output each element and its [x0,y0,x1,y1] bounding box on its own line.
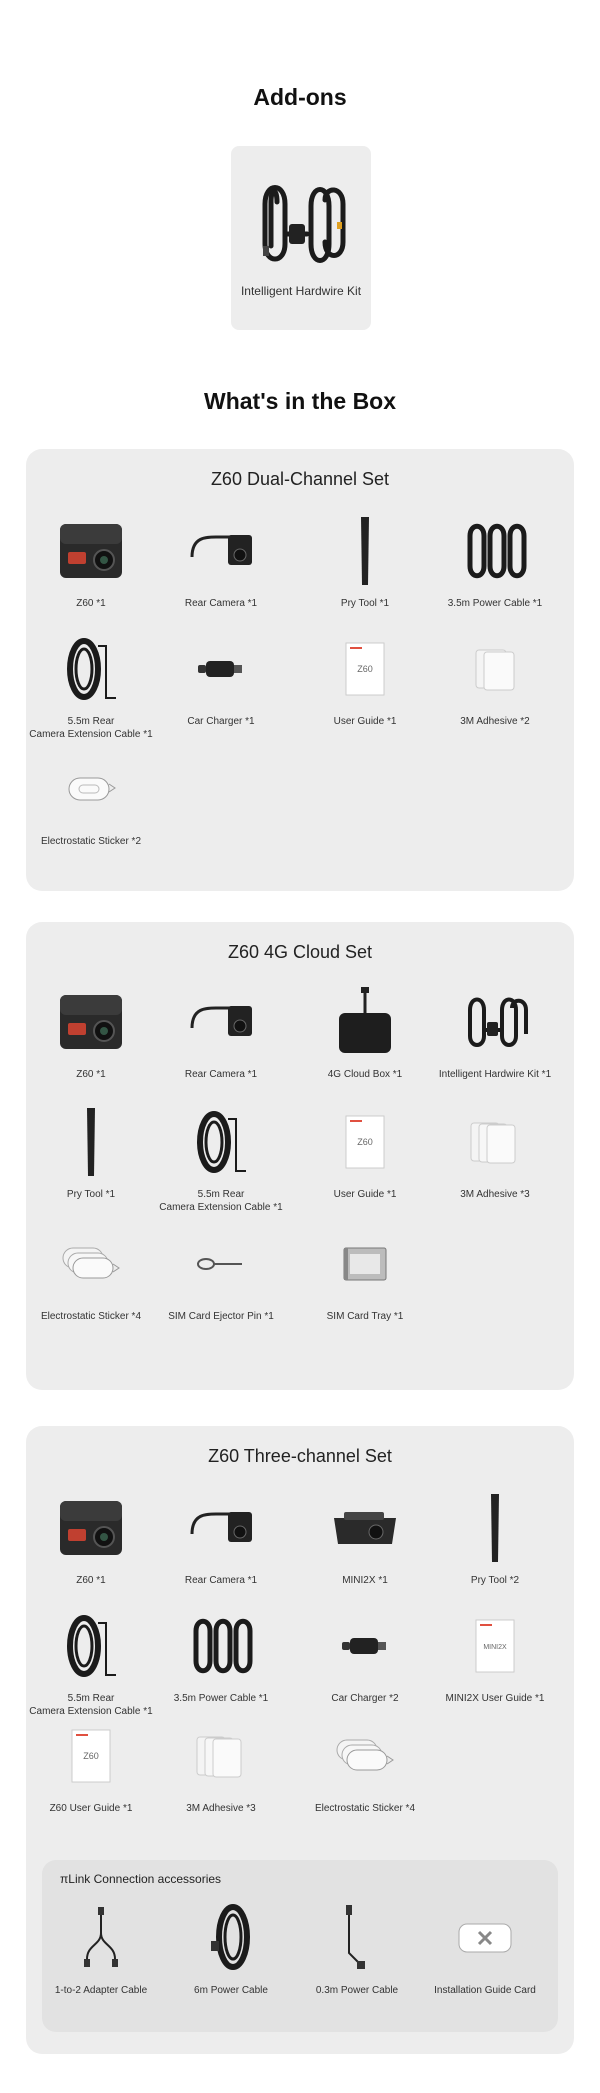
item-caption: 0.3m Power Cable [315,1985,399,1996]
item-caption: Installation Guide Card [434,1985,536,1996]
sticker-icon [300,1716,430,1796]
pry-tool-icon [26,1102,156,1182]
item-caption: Electrostatic Sticker *4 [314,1803,416,1814]
item-caption: User Guide *1 [333,1189,397,1200]
sim-tray-icon [300,1224,430,1304]
addons-title: Add-ons [253,84,347,110]
rear-camera-icon [156,511,286,591]
user-guide-icon [26,1716,156,1796]
item-sticker [26,749,156,848]
mini-camera-icon [300,1488,430,1568]
item-caption: Intelligent Hardwire Kit *1 [438,1069,552,1080]
short-cable-icon [292,1898,422,1978]
item-sticker [300,1716,430,1815]
item-cloud-box [300,982,430,1081]
item-adapter-cable [36,1898,166,1997]
item-sticker [26,1224,156,1323]
item-caption: Electrostatic Sticker *4 [40,1311,142,1322]
guide-text: Z60 [357,1137,373,1147]
item-car-charger [300,1606,430,1705]
item-short-cable [292,1898,422,1997]
box-title: What's in the Box [203,388,397,414]
item-mini2x [300,1488,430,1587]
rear-camera-icon [156,1488,286,1568]
power-cable-icon [156,1606,286,1686]
rear-camera-icon [156,982,286,1062]
item-caption: Pry Tool *1 [66,1189,116,1200]
adhesive-icon [156,1716,286,1796]
item-caption: 3M Adhesive *2 [460,716,530,727]
item-pry-tool [430,1488,560,1587]
item-z60 [26,511,156,610]
set-title: Z60 4G Cloud Set [227,942,373,962]
guide-text: MINI2X [483,1644,507,1651]
adhesive-icon [430,629,560,709]
item-caption: Electrostatic Sticker *2 [40,836,142,847]
set-title: Z60 Dual-Channel Set [210,469,390,489]
item-extension-cable [26,629,156,741]
item-caption: Z60 User Guide *1 [49,1803,133,1814]
item-caption: 5.5m Rear Camera Extension Cable *1 [29,1693,153,1717]
item-caption: Car Charger *1 [187,716,255,727]
item-caption: Pry Tool *2 [470,1575,520,1586]
item-z60 [26,1488,156,1587]
item-caption: Rear Camera *1 [184,598,258,609]
accessories-title: πLink Connection accessories [60,1872,222,1886]
adhesive-icon [430,1102,560,1182]
item-caption: Pry Tool *1 [340,598,390,609]
item-user-guide [300,1102,430,1201]
item-caption: 3M Adhesive *3 [186,1803,256,1814]
item-caption: 5.5m Rear Camera Extension Cable *1 [29,716,153,740]
item-caption: Z60 *1 [76,1069,106,1080]
item-mini-guide [430,1606,560,1705]
camera-icon [26,1488,156,1568]
item-power-cable [430,511,560,610]
three-channel-set-panel [26,1426,574,2054]
item-caption: 4G Cloud Box *1 [327,1069,403,1080]
item-car-charger [156,629,286,728]
camera-icon [26,511,156,591]
set-title: Z60 Three-channel Set [208,1446,392,1466]
item-rear-camera [156,1488,286,1587]
adapter-cable-icon [36,1898,166,1978]
guide-text: Z60 [83,1751,99,1761]
item-caption: 6m Power Cable [194,1985,268,1996]
item-caption: 3.5m Power Cable *1 [173,1693,269,1704]
extension-cable-icon [26,1606,156,1686]
item-caption: 1-to-2 Adapter Cable [54,1985,148,1996]
item-extension-cable [156,1102,286,1214]
item-caption: Car Charger *2 [331,1693,399,1704]
item-coiled-cable [166,1898,296,1997]
sticker-icon [26,1224,156,1304]
item-adhesive [430,1102,560,1201]
camera-icon [26,982,156,1062]
item-hardwire-kit [430,982,560,1081]
item-power-cable [156,1606,286,1705]
guide-text: Z60 [357,664,373,674]
pry-tool-icon [300,511,430,591]
item-ejector-pin [156,1224,286,1323]
item-extension-cable [26,1606,156,1718]
cloud-box-icon [300,982,430,1062]
hardwire-kit-icon [251,174,351,274]
dual-channel-set-panel [26,449,574,891]
item-adhesive [430,629,560,728]
item-caption: Z60 *1 [76,1575,106,1586]
item-z60 [26,982,156,1081]
item-adhesive [156,1716,286,1815]
extension-cable-icon [156,1102,286,1182]
guide-card-icon [420,1898,550,1978]
item-rear-camera [156,511,286,610]
mini-guide-icon [430,1606,560,1686]
user-guide-icon [300,1102,430,1182]
car-charger-icon [156,629,286,709]
item-caption: 3.5m Power Cable *1 [447,598,543,609]
addon-label: Intelligent Hardwire Kit [240,284,362,298]
item-caption: SIM Card Ejector Pin *1 [168,1311,274,1322]
item-caption: Rear Camera *1 [184,1575,258,1586]
item-user-guide [300,629,430,728]
car-charger-icon [300,1606,430,1686]
addon-card[interactable] [231,146,371,330]
user-guide-icon [300,629,430,709]
item-rear-camera [156,982,286,1081]
item-caption: Z60 *1 [76,598,106,609]
item-caption: 5.5m Rear Camera Extension Cable *1 [159,1189,283,1213]
item-sim-tray [300,1224,430,1323]
item-caption: SIM Card Tray *1 [326,1311,404,1322]
item-guide-card [420,1898,550,1997]
item-user-guide [26,1716,156,1815]
hardwire-kit-icon [430,982,560,1062]
extension-cable-icon [26,629,156,709]
pry-tool-icon [430,1488,560,1568]
sticker-icon [26,749,156,829]
coiled-cable-icon [166,1898,296,1978]
ejector-pin-icon [156,1224,286,1304]
item-caption: User Guide *1 [333,716,397,727]
power-cable-icon [430,511,560,591]
item-caption: Rear Camera *1 [184,1069,258,1080]
accessories-panel [42,1860,558,2032]
item-caption: MINI2X *1 [342,1575,388,1586]
item-caption: MINI2X User Guide *1 [445,1693,545,1704]
item-caption: 3M Adhesive *3 [460,1189,530,1200]
item-pry-tool [300,511,430,610]
cloud-set-panel [26,922,574,1390]
item-pry-tool [26,1102,156,1201]
